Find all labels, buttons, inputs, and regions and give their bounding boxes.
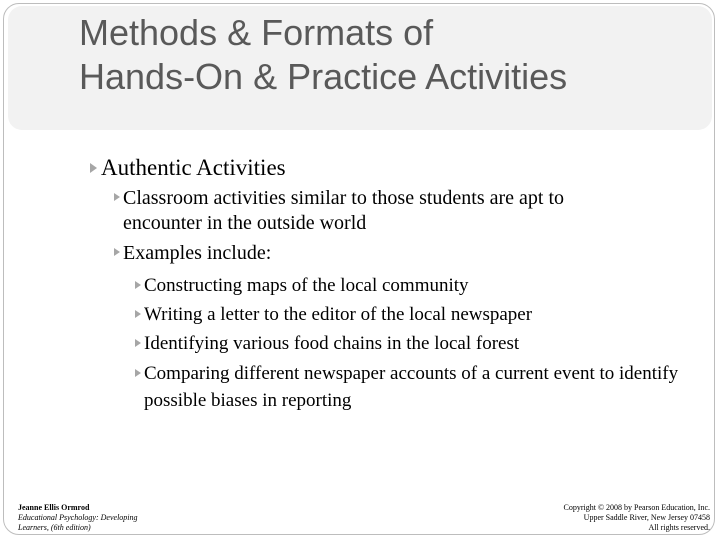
bullet-classroom-activities [114, 186, 634, 236]
example-item [135, 330, 519, 357]
bullet-text: Authentic Activities [101, 155, 286, 180]
example-text: Comparing different newspaper accounts of a current event to identify possible biases in reporting [144, 363, 679, 411]
bullet-authentic-activities [90, 154, 286, 182]
copyright-line-1: Copyright © 2008 by Pearson Education, Inc. [563, 503, 710, 512]
bullet-examples-include [114, 241, 271, 266]
example-text: Constructing maps of the local community [144, 275, 469, 296]
example-text: Writing a letter to the editor of the local newspaper [144, 304, 533, 325]
bullet-arrow-icon [90, 163, 97, 173]
example-item [135, 360, 695, 414]
copyright-line-2: Upper Saddle River, New Jersey 07458 [583, 513, 710, 522]
slide-title [79, 11, 567, 99]
copyright-line-3: All rights reserved. [648, 523, 710, 532]
example-text: Identifying various food chains in the local forest [144, 333, 520, 354]
bullet-arrow-icon [135, 281, 141, 289]
bullet-arrow-icon [114, 248, 120, 256]
bullet-text: Examples include: [123, 242, 272, 264]
example-item [135, 272, 469, 299]
bullet-text: Classroom activities similar to those students are apt to encounter in the outside world [123, 187, 565, 234]
bullet-arrow-icon [114, 193, 120, 201]
bullet-arrow-icon [135, 339, 141, 347]
title-line-2: Hands-On & Practice Activities [79, 56, 568, 97]
example-item [135, 301, 532, 328]
title-line-1: Methods & Formats of [79, 12, 434, 53]
footer-book-title: Educational Psychology: Developing Learners, (6th edition) [18, 513, 138, 532]
footer-citation [18, 503, 168, 533]
footer-author: Jeanne Ellis Ormrod [18, 503, 90, 512]
footer-copyright [540, 503, 710, 533]
bullet-arrow-icon [135, 310, 141, 318]
bullet-arrow-icon [135, 369, 141, 377]
